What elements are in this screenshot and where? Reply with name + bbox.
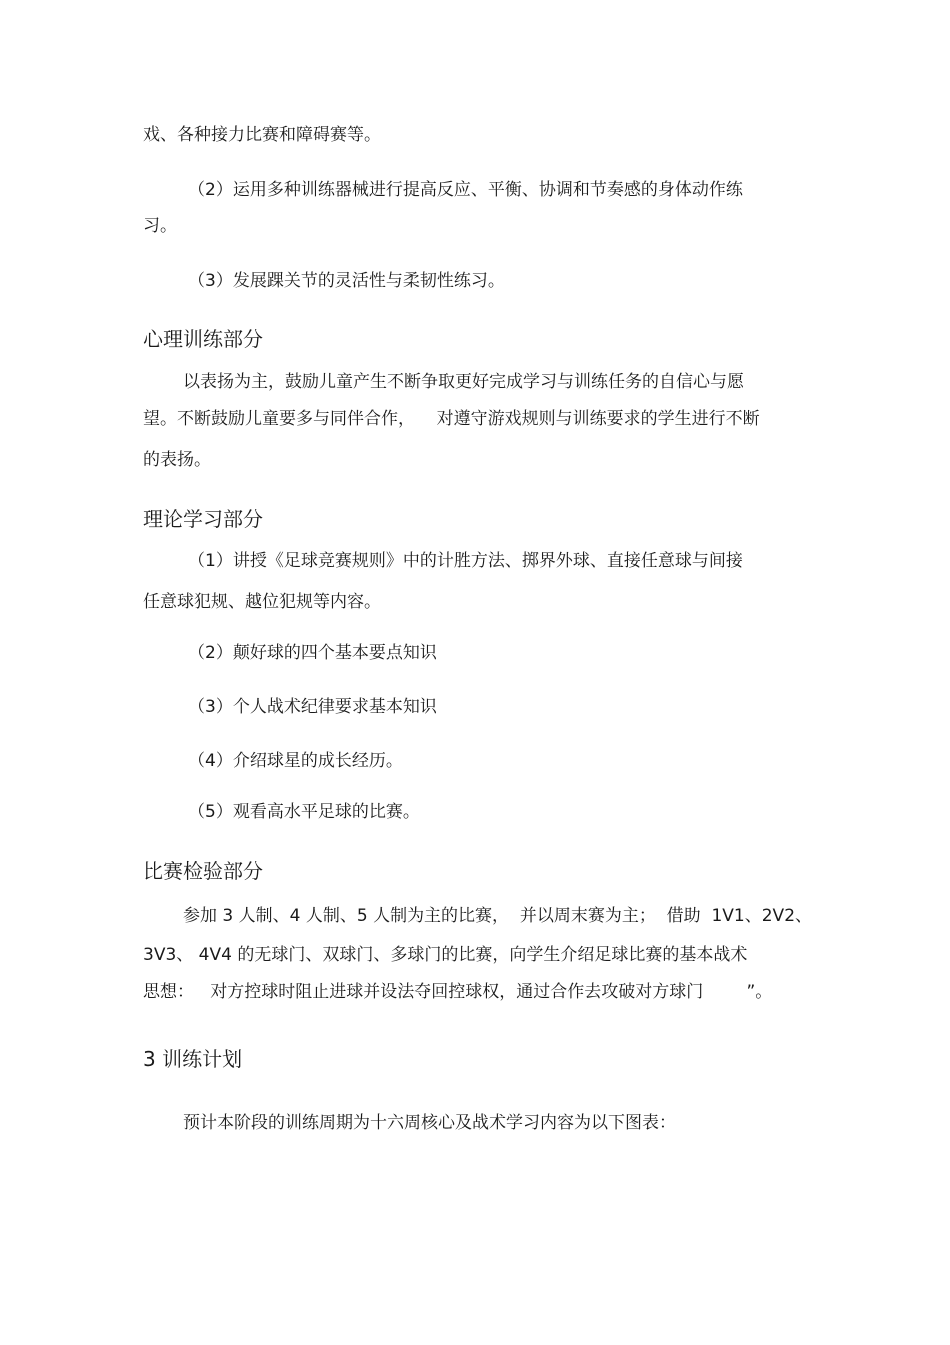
match-section-heading: 比赛检验部分 [143,859,263,883]
intro-continuation: 戏、各种接力比赛和障碍赛等。 [143,125,381,145]
physical-item-2-line-1: （2）运用多种训练器械进行提高反应、平衡、协调和节奏感的身体动作练 [188,180,743,200]
psych-line-1: 以表扬为主，鼓励儿童产生不断争取更好完成学习与训练任务的自信心与愿 [183,372,744,392]
theory-item-1-line-2: 任意球犯规、越位犯规等内容。 [143,592,381,612]
theory-item-5: （5）观看高水平足球的比赛。 [188,802,420,822]
match-line-3: 思想： 对方控球时阻止进球并设法夺回控球权，通过合作去攻破对方球门 ”。 [143,982,773,1002]
physical-item-3: （3）发展踝关节的灵活性与柔韧性练习。 [188,271,505,291]
physical-item-2-line-2: 习。 [143,216,177,236]
psych-section-heading: 心理训练部分 [143,327,263,351]
theory-item-3: （3）个人战术纪律要求基本知识 [188,697,437,717]
theory-item-2: （2）颠好球的四个基本要点知识 [188,643,437,663]
theory-item-4: （4）介绍球星的成长经历。 [188,751,403,771]
plan-intro-text: 预计本阶段的训练周期为十六周核心及战术学习内容为以下图表： [183,1113,676,1133]
theory-section-heading: 理论学习部分 [143,507,263,531]
match-line-2: 3V3、 4V4 的无球门、双球门、多球门的比赛，向学生介绍足球比赛的基本战术 [143,945,748,965]
plan-section-heading: 3 训练计划 [143,1047,243,1071]
theory-item-1-line-1: （1）讲授《足球竞赛规则》中的计胜方法、掷界外球、直接任意球与间接 [188,551,743,571]
match-line-1: 参加 3 人制、4 人制、5 人制为主的比赛， 并以周末赛为主； 借助 1V1、2V2、 [183,906,813,926]
psych-line-3: 的表扬。 [143,450,211,470]
psych-line-2: 望。不断鼓励儿童要多与同伴合作， 对遵守游戏规则与训练要求的学生进行不断 [143,409,760,429]
